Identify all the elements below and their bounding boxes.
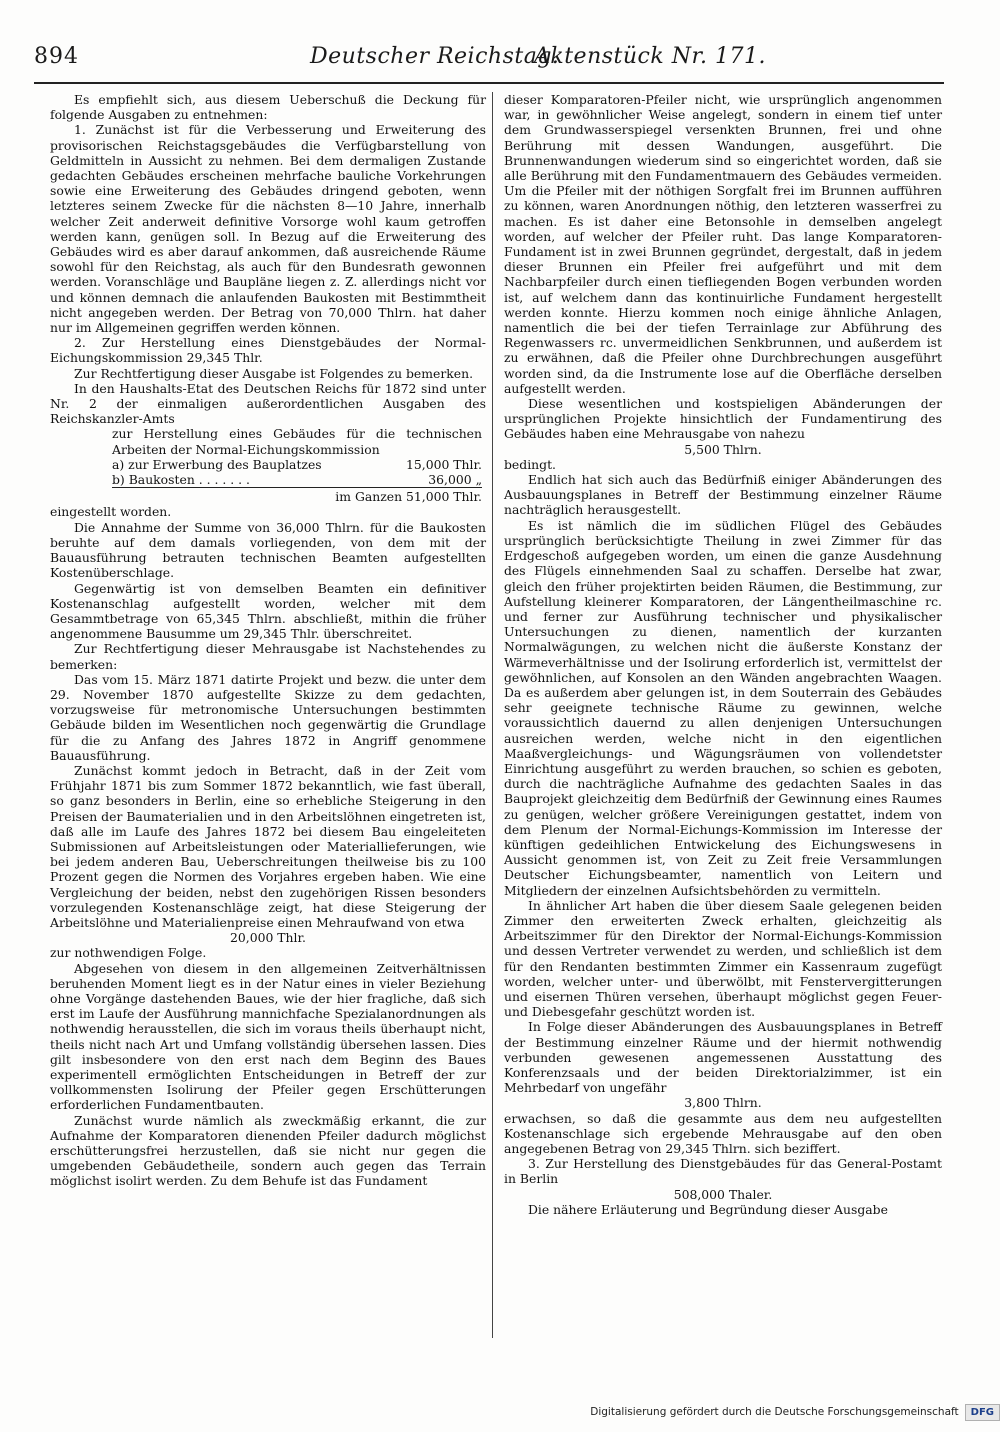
paragraph: Es ist nämlich die im südlichen Flügel des Gebäudes ursprünglich berücksichtigte Theilung in zwei Zimmer für das Erdgeschoß aufgegeben worden, um einen die ganze Ausdehnung des Flügels einnehmenden Saal zu schaffen. Derselbe hat zwar, gleich den früher projektirten beiden Räumen, die Bestimmung, zur Aufstellung kleinerer Komparatoren, der Längentheilmaschine rc. und ferner zur Ausführung technischer und physikalischer Untersuchungen zu dienen, namentlich der kurzanten Normalwägungen, zu welchen nicht die äußerste Konstanz der Wärmeverhältnisse und der Isolirung erforderlich ist, vermittelst der gewöhnlichen, auf Konsolen an den Wänden angebrachten Waagen. Da es außerdem aber gelungen ist, in dem Souterrain des Gebäudes sehr geeignete technische Räume zu gewinnen, welche voraussichtlich dauernd zu allen denjenigen Untersuchungen ausreichen werden, welche nicht in den eigentlichen Maaßvergleichungs- und Wägungsräumen von vollendetster Einrichtung ausgeführt zu werden brauchen, so schien es geboten, durch die nachträgliche Aufnahme des gedachten Saales in das Bauprojekt gleichzeitig dem Bedürfniß der Gewinnung eines Raumes zu genügen, welcher größere Vereinigungen gestattet, indem von dem Plenum der Normal-Eichungs-Kommission im Interesse der künftigen gedeihlichen Entwickelung des Eichungswesens in Aussicht genommen ist, von Zeit zu Zeit freie Versammlungen Deutscher Eichungsbeamter, namentlich von Leitern und Mitgliedern der einzelnen Aufsichtsbehörden zu vermitteln. [504, 517, 942, 898]
page-header [34, 36, 944, 76]
cost-table [112, 426, 482, 504]
paragraph: Gegenwärtig ist von demselben Beamten ein definitiver Kostenanschlag aufgestellt worden, welcher mit dem Gesammtbetrage von 65,345 Thlrn. abschließt, mithin die früher angenommene Bausumme um 29,345 Thlr. überschreitet. [50, 580, 486, 642]
paragraph: dieser Komparatoren-Pfeiler nicht, wie ursprünglich angenommen war, in gewöhnlicher Weise angelegt, sondern in einem tief unter dem Grundwasserspiegel versenkten Brunnen, frei und ohne Berührung mit dessen Wandungen, ausgeführt. Die Brunnenwandungen wiederum sind so eingerichtet worden, daß sie alle Berührung mit den Fundamentmauern des Gebäudes vermeiden. Um die Pfeiler mit der nöthigen Sorgfalt frei im Brunnen aufführen zu können, waren Anordnungen nöthig, den letzteren wasserfrei zu machen. Es ist daher eine Betonsohle in demselben angelegt worden, auf welcher der Pfeiler ruht. Das lange Komparatoren-Fundament ist in zwei Brunnen gegründet, dergestalt, daß in jedem dieser Brunnen ein Pfeiler frei aufgeführt und mit dem Nachbarpfeiler durch einen tiefliegenden Bogen verbunden worden ist, auf welchem dann das kontinuirliche Fundament hergestellt werden konnte. Hierzu kommen noch einige ähnliche Anlagen, namentlich die bei der tiefen Terrainlage zur Abführung des Regenwassers rc. unvermeidlichen Senkbrunnen, und außerdem ist zu erwähnen, daß die Pfeiler ohne Durchbrechungen ausgeführt worden sind, da die Instrumente lose auf die Oberfläche derselben aufgestellt werden. [504, 92, 942, 396]
paragraph: Die Annahme der Summe von 36,000 Thlrn. für die Baukosten beruhte auf dem damals vorliegenden, von dem mit der Bauausführung betrauten technischen Beamten aufgestellten Kostenüberschlage. [50, 519, 486, 581]
table-row [112, 472, 482, 487]
paragraph: 2. Zur Herstellung eines Dienstgebäudes der Normal-Eichungskommission 29,345 Thlr. [50, 335, 486, 366]
paragraph: 1. Zunächst ist für die Verbesserung und Erweiterung des provisorischen Reichstagsgebäudes die Verfügbarstellung von Geldmitteln in Aussicht zu nehmen. Bei dem dermaligen Zustande gedachten Gebäudes erscheinen mehrfache bauliche Vorkehrungen sowie eine Erweiterung des Gebäudes dringend geboten, wenn letzteres seinem Zwecke für die nächsten 8—10 Jahre, innerhalb welcher Zeit anderweit definitive Vorsorge wohl kaum getroffen werden kann, genügen soll. In Bezug auf die Erweiterung des Gebäudes wird es aber darauf ankommen, daß ausreichende Räume sowohl für den Reichstag, als auch für den Bundesrath gewonnen werden. Voranschläge und Baupläne liegen z. Z. allerdings nicht vor und können demnach die anlaufenden Baukosten mit Bestimmtheit nicht angegeben werden. Der Betrag von 70,000 Thlrn. hat daher nur im Allgemeinen gegriffen werden können. [50, 122, 486, 336]
paragraph: 3. Zur Herstellung des Dienstgebäudes für das General-Postamt in Berlin [504, 1156, 942, 1187]
amount-line: 20,000 Thlr. [229, 930, 306, 946]
document-number: Aktenstück Nr. 171. [534, 44, 767, 69]
table-caption: zur Herstellung eines Gebäudes für die technischen Arbeiten der Normal-Eichungskommission [112, 426, 482, 457]
paragraph: Zunächst wurde nämlich als zweckmäßig erkannt, die zur Aufnahme der Komparatoren dienenden Pfeiler dadurch möglichst erschütterungsfrei herzustellen, daß sie nicht nur gegen die umgebenden Gebäudetheile, sondern auch gegen das Terrain möglichst isolirt werden. Zu dem Behufe ist das Fundament [50, 1112, 486, 1189]
left-column [50, 92, 486, 1189]
paragraph: erwachsen, so daß die gesammte aus dem neu aufgestellten Kostenanschlage sich ergebende Mehrausgabe auf den oben angegebenen Betrag von 29,345 Thlrn. sich beziffert. [504, 1110, 942, 1157]
paragraph: In den Haushalts-Etat des Deutschen Reichs für 1872 sind unter Nr. 2 der einmaligen außerordentlichen Ausgaben des Reichskanzler-Amts [50, 380, 486, 427]
paragraph: bedingt. [504, 456, 556, 472]
paragraph: Endlich hat sich auch das Bedürfniß einiger Abänderungen des Ausbauungsplanes in Betreff der Bestimmung einzelner Räume nachträglich herausgestellt. [504, 472, 942, 518]
row-label: a) zur Erwerbung des Bauplatzes [112, 456, 322, 472]
paragraph: zur nothwendigen Folge. [50, 945, 207, 961]
paragraph: In ähnlicher Art haben die über diesem Saale gelegenen beiden Zimmer den erweiterten Zweck erhalten, gleichzeitig als Arbeitszimmer für den Direktor der Normal-Eichungs-Kommission und dessen Vertreter verwendet zu werden, und schließlich ist dem für den Rendanten bestimmten Zimmer ein Kassenraum zugefügt worden, welcher unter- und überwölbt, mit Fenstervergitterungen und eisernen Thüren versehen, überhaupt möglichst gegen Feuer- und Diebesgefahr geschützt worden ist. [504, 897, 942, 1020]
header-rule [34, 82, 944, 84]
table-total: im Ganzen 51,000 Thlr. [112, 487, 482, 504]
footer-credit: Digitalisierung gefördert durch die Deutsche Forschungsgemeinschaft [590, 1406, 959, 1418]
dfg-logo: DFG [965, 1404, 1000, 1421]
row-amount: 36,000 „ [428, 472, 482, 488]
amount-line: 508,000 Thaler. [673, 1186, 773, 1202]
publication-title: Deutscher Reichstag. [310, 44, 560, 69]
paragraph: Zunächst kommt jedoch in Betracht, daß in der Zeit vom Frühjahr 1871 bis zum Sommer 1872 bekanntlich, wie fast überall, so ganz besonders in Berlin, eine so erhebliche Steigerung in den Preisen der Baumaterialien und in den Arbeitslöhnen eingetreten ist, daß alle im Laufe des Jahres 1872 bei diesem Bau eingeleiteten Submissionen auf Arbeitsleistungen oder Materiallieferungen, wie bei jedem anderen Bau, Ueberschreitungen theilweise bis zu 100 Prozent gegen die Normen des Vorjahres ergeben haben. Wie eine Vergleichung der beiden, nebst den zugehörigen Rissen besonders vorzulegenden Kostenanschläge zeigt, hat diese Steigerung der Arbeitslöhne und Materialienpreise einen Mehraufwand von etwa [50, 762, 486, 930]
paragraph: Zur Rechtfertigung dieser Mehrausgabe ist Nachstehendes zu bemerken: [50, 641, 486, 672]
right-column [504, 92, 942, 1217]
paragraph: eingestellt worden. [50, 504, 172, 520]
paragraph: Diese wesentlichen und kostspieligen Abänderungen der ursprünglichen Projekte hinsichtlich der Fundamentirung des Gebäudes haben eine Mehrausgabe von nahezu [504, 396, 942, 442]
paragraph: Es empfiehlt sich, aus diesem Ueberschuß die Deckung für folgende Ausgaben zu entnehmen: [50, 92, 486, 123]
paragraph: Das vom 15. März 1871 datirte Projekt und bezw. die unter dem 29. November 1870 aufgestellte Skizze zu dem gedachten, vorzugsweise für metronomische Untersuchungen bestimmten Gebäude bilden im Wesentlichen noch gegenwärtig die Grundlage für die zu Anfang des Jahres 1872 in Angriff genommene Bauausführung. [50, 671, 486, 763]
amount-line: 3,800 Thlrn. [684, 1095, 762, 1111]
paragraph: Abgesehen von diesem in den allgemeinen Zeitverhältnissen beruhenden Moment liegt es in der Natur eines in vieler Beziehung ohne Vorgänge dastehenden Baues, wie der hier fragliche, daß sich erst im Laufe der Ausführung mannichfache Spezialanordnungen als nothwendig herausstellen, die sich im voraus theils überhaupt nicht, theils nicht nach Art und Umfang vollständig übersehen lassen. Dies gilt insbesondere von den erst nach dem Beginn des Baues experimentell ermöglichten Entscheidungen in Betreff der zur vollkommensten Isolirung der Pfeiler gegen Erschütterungen erforderlichen Fundamentbauten. [50, 960, 486, 1113]
row-label: b) Baukosten . . . . . . . [112, 472, 250, 488]
table-row [112, 457, 482, 472]
paragraph: Zur Rechtfertigung dieser Ausgabe ist Folgendes zu bemerken. [74, 365, 474, 381]
paragraph: Die nähere Erläuterung und Begründung dieser Ausgabe [528, 1201, 888, 1217]
page-number: 894 [34, 44, 79, 69]
amount-line: 5,500 Thlrn. [684, 441, 762, 457]
digitization-footer [590, 1402, 1000, 1422]
row-amount: 15,000 Thlr. [405, 456, 482, 472]
column-divider [492, 92, 493, 1338]
paragraph: In Folge dieser Abänderungen des Ausbauungsplanes in Betreff der Bestimmung einzelner Räume und der hiermit nothwendig verbunden gewesenen angemessenen Ausstattung des Konferenzsaals und der beiden Direktorialzimmer, ist ein Mehrbedarf von ungefähr [504, 1019, 942, 1096]
